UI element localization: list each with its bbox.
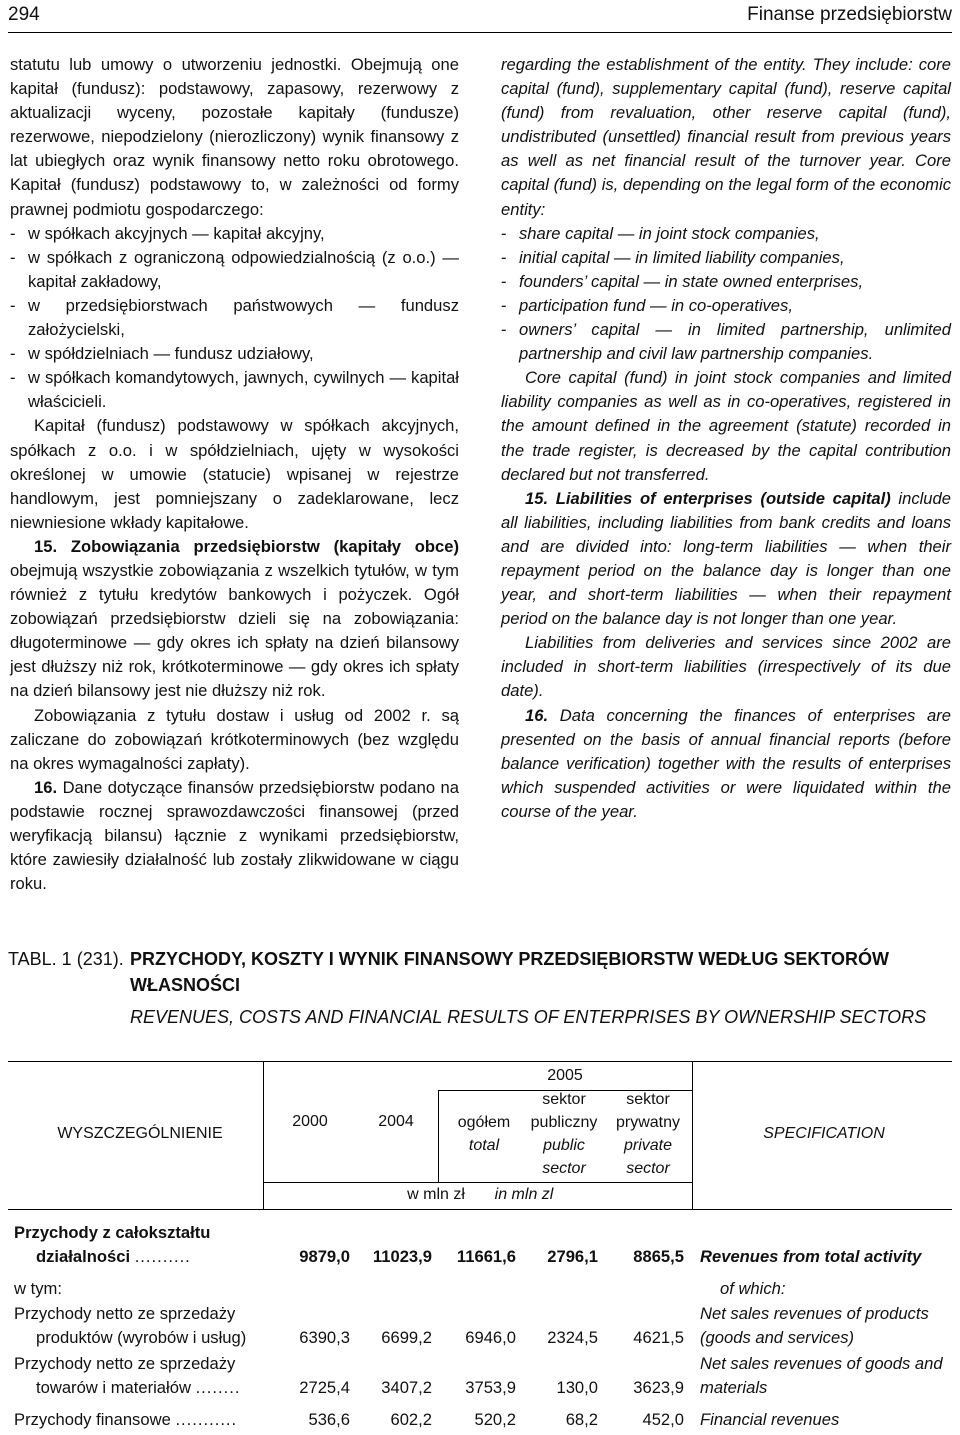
paragraph: Zobowiązania z tytułu dostaw i usług od 2002 r. są zaliczane do zobowiązań krótkoterminowych (bez względu na okres wymagalności zapłaty). <box>10 705 459 773</box>
header-year-2004: 2004 <box>378 1113 414 1130</box>
section-heading: 16. <box>34 777 58 797</box>
list-item: - w spółkach komandytowych, jawnych, cywilnych — kapitał właścicieli. <box>10 368 459 412</box>
row-en-net-sales-products: Net sales revenues of products (goods and services) <box>700 1304 929 1347</box>
paragraph: Kapitał (fundusz) podstawowy w spółkach akcyjnych, spółkach z o.o. i w spółdzielniach, ujęty w wysokości określonej w umowie (statucie) wpisanej w rejestrze handlowym, jest pomniejszany o zadeklarowane, lecz niewniesione wkłady kapitałowe. <box>10 416 459 532</box>
cell-2004: 602,2 <box>390 1410 432 1429</box>
list-item: - w spółdzielniach — fundusz udziałowy, <box>10 344 314 364</box>
list-item: - participation fund — in co-operatives, <box>501 295 793 315</box>
page-header <box>8 0 952 33</box>
paragraph: statutu lub umowy o utworzeniu jednostki. Obejmują one kapitał (fundusz): podstawowy, zapasowy, rezerwowy z aktualizacji wyceny, pozostałe kapitały (fundusze) rezerwowe, niepodzielony (nierozliczony) wynik finansowy z lat ubiegłych oraz wynik finansowy netto roku obrotowego. Kapitał (fundusz) podstawowy to, w zależności od formy prawnej podmiotu gospodarczego: <box>10 55 459 219</box>
page-number: 294 <box>8 4 40 25</box>
paragraph: Core capital (fund) in joint stock companies and limited liability companies as well as in co-operatives, registered in the amount defined in the agreement (statute) recorded in the trade register, is decreased by the capital contribution declared but not transferred. <box>501 368 951 484</box>
cell-total: 520,2 <box>474 1410 516 1429</box>
row-en-financial-revenues: Financial revenues <box>700 1410 840 1429</box>
row-en-net-sales-goods: Net sales revenues of goods and materials <box>700 1354 943 1397</box>
cell-2000: 2725,4 <box>299 1378 350 1397</box>
table-number: TABL. 1 (231). <box>8 949 124 969</box>
row-label-net-sales-goods: Przychody netto ze sprzedaży towarów i materiałów ........ <box>14 1354 241 1397</box>
table-title-english: REVENUES, COSTS AND FINANCIAL RESULTS OF ENTERPRISES BY OWNERSHIP SECTORS <box>130 1007 927 1027</box>
header-specification: SPECIFICATION <box>763 1125 885 1142</box>
paragraph: 16. Data concerning the finances of enterprises are presented on the basis of annual financial reports (before balance verification) together with the results of enterprises which suspended activities or were liquidated within the course of the year. <box>501 705 951 821</box>
row-label-net-sales-products: Przychody netto ze sprzedaży produktów (wyrobów i usług) <box>14 1304 247 1347</box>
cell-2004: 6699,2 <box>381 1328 432 1347</box>
left-column-text <box>10 53 459 896</box>
capital-list <box>10 222 459 415</box>
list-item: - share capital — in joint stock companies, <box>501 223 820 243</box>
table-title-polish: PRZYCHODY, KOSZTY I WYNIK FINANSOWY PRZEDSIĘBIORSTW WEDŁUG SEKTORÓW WŁASNOŚCI <box>130 949 890 995</box>
row-label-financial-revenues: Przychody finansowe ........... <box>14 1410 238 1429</box>
list-item: - founders’ capital — in state owned enterprises, <box>501 271 864 291</box>
capital-list <box>501 222 951 367</box>
cell-public: 68,2 <box>565 1410 598 1429</box>
cell-total: 11661,6 <box>456 1247 516 1266</box>
header-public-pl: sektor publiczny <box>530 1091 598 1131</box>
header-public-en: public sector <box>542 1137 586 1177</box>
paragraph: Liabilities from deliveries and services since 2002 are included in short-term liabilities (irrespectively of its due date). <box>501 633 951 701</box>
unit-rule <box>263 1182 692 1183</box>
running-title: Finanse przedsiębiorstw <box>747 4 952 25</box>
cell-private: 452,0 <box>642 1410 684 1429</box>
section-heading: 15. Liabilities of enterprises (outside capital) <box>525 488 891 508</box>
table-top-rule <box>8 1061 952 1062</box>
list-item: - w przedsiębiorstwach państwowych — fundusz założycielski, <box>10 295 459 340</box>
cell-private: 8865,5 <box>633 1247 684 1266</box>
column-divider <box>692 1061 693 1209</box>
cell-public: 130,0 <box>556 1378 598 1397</box>
list-item: - w spółkach z ograniczoną odpowiedzialnością (z o.o.) — kapitał zakładowy, <box>10 247 459 291</box>
row-en-of-which: of which: <box>720 1279 786 1298</box>
paragraph: 16. Dane dotyczące finansów przedsiębiorstw podano na podstawie rocznej sprawozdawczości finansowej (przed weryfikacją bilansu) łącznie z wynikami przedsiębiorstw, które zawiesiły działalność lub zostały zlikwidowane w ciągu roku. <box>10 777 459 894</box>
header-private-en: private sector <box>623 1137 673 1177</box>
right-column-text <box>501 53 951 824</box>
header-wyszczegolnienie: WYSZCZEGÓLNIENIE <box>57 1125 223 1142</box>
paragraph: 15. Liabilities of enterprises (outside capital) include all liabilities, including liabilities from bank credits and loans and are divided into: long-term liabilities — when their repayment period on the balance day is longer than one year, and short-term liabilities — when their repayment period on the balance day is not longer than one year. <box>501 488 951 629</box>
row-en-total-activity: Revenues from total activity <box>700 1247 922 1266</box>
cell-public: 2324,5 <box>547 1328 598 1347</box>
row-label-of-which: w tym: <box>14 1279 62 1298</box>
header-private-pl: sektor prywatny <box>615 1091 681 1131</box>
header-year-2000: 2000 <box>292 1113 328 1130</box>
cell-2000: 6390,3 <box>299 1328 350 1347</box>
cell-private: 3623,9 <box>633 1378 684 1397</box>
cell-total: 3753,9 <box>465 1378 516 1397</box>
section-heading: 16. <box>525 705 549 725</box>
header-total-en: total <box>468 1137 500 1154</box>
table-header-rule <box>8 1209 952 1210</box>
paragraph: regarding the establishment of the entity. They include: core capital (fund), supplementary capital (fund), reserve capital (fund) from revaluation, other reserve capital (fund), undistributed (unsettled) financial result from previous years as well as net financial result of the turnover year. Core capital (fund) is, depending on the legal form of the economic entity: <box>501 55 951 219</box>
list-item: - owners’ capital — in limited partnership, unlimited partnership and civil law partnership companies. <box>501 320 951 364</box>
column-divider <box>438 1090 439 1182</box>
cell-2004: 3407,2 <box>381 1378 432 1397</box>
header-year-2005: 2005 <box>547 1067 583 1084</box>
cell-2000: 536,6 <box>308 1410 350 1429</box>
list-item: - initial capital — in limited liability companies, <box>501 247 845 267</box>
paragraph: 15. Zobowiązania przedsiębiorstw (kapitały obce) obejmują wszystkie zobowiązania z wszelkich tytułów, w tym również z tytułu kredytów bankowych i pożyczek. Ogół zobowiązań przedsiębiorstw dzieli się na zobowiązania: długoterminowe — gdy okres ich spłaty na dzień bilansowy jest dłuższy niż rok, krótkoterminowe — gdy okres ich spłaty na dzień bilansowy jest nie dłuższy niż rok. <box>10 536 459 701</box>
cell-public: 2796,1 <box>547 1247 598 1266</box>
cell-private: 4621,5 <box>633 1328 684 1347</box>
column-divider <box>263 1061 264 1209</box>
cell-total: 6946,0 <box>465 1328 516 1347</box>
section-heading: 15. Zobowiązania przedsiębiorstw (kapitały obce) <box>34 536 459 556</box>
header-total-pl: ogółem <box>457 1114 511 1131</box>
header-unit-pl: w mln zł <box>407 1186 465 1203</box>
cell-2004: 11023,9 <box>372 1247 432 1266</box>
list-item: - w spółkach akcyjnych — kapitał akcyjny, <box>10 223 325 243</box>
row-label-total-activity: Przychody z całokształtu działalności .......... <box>14 1223 211 1266</box>
header-unit-en: in mln zl <box>494 1186 554 1203</box>
cell-2000: 9879,0 <box>299 1247 350 1266</box>
